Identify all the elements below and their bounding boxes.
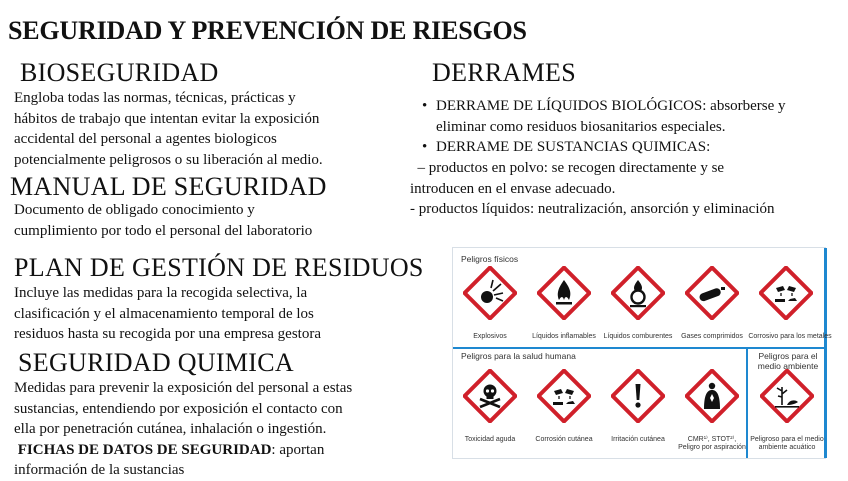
caption-corrosion-cutanea: Corrosión cutánea [535,436,593,443]
manual-heading: MANUAL DE SEGURIDAD [10,172,327,201]
list-item [422,96,832,137]
exclamation-icon [611,369,665,423]
caption-liquidos-comburentes: Líquidos comburentes [603,333,673,340]
text-line: accidental del personal a agentes biologicos [14,131,277,147]
gas-cylinder-icon [685,266,739,320]
health-hazards-label: Peligros para la salud humana [461,351,576,361]
explosive-icon [463,266,517,320]
text-line: residuos hasta su recogida por una empresa gestora [14,326,321,342]
text-line: • DERRAME DE SUSTANCIAS QUIMICAS: [436,139,711,155]
caption-line: CMR¹⁾, STOT²⁾, [687,436,737,443]
label-line: medio ambiente [757,361,819,371]
derrames-extra [410,158,830,220]
text-line: - productos líquidos: neutralización, ansorción y eliminación [410,201,775,217]
skull-crossbones-icon [463,369,517,423]
caption-line: ambiente acuático [758,444,816,451]
caption-cmr-stot [674,436,750,452]
text-line: Documento de obligado conocimiento y [14,202,255,218]
text-line: hábitos de trabajo que intentan evitar la exposición [14,110,320,127]
physical-hazards-label: Peligros físicos [461,254,519,264]
caption-irritacion-cutanea: Irritación cutánea [611,436,665,443]
list-item [422,137,832,158]
text-line: – productos en polvo: se recogen directamente y se [410,160,725,176]
manual-text [14,200,414,241]
caption-gases-comprimidos: Gases comprimidos [681,333,743,340]
text-line: Medidas para prevenir la exposición del personal a estas [14,380,353,396]
caption-toxicidad-aguda: Toxicidad aguda [464,436,516,443]
bioseguridad-heading: BIOSEGURIDAD [20,58,219,87]
label-line: Peligros para el [758,351,818,361]
environment-hazards-label [753,351,823,371]
flame-over-circle-icon [611,266,665,320]
text-line: clasificación y el almacenamiento temporal de los [14,305,314,322]
caption-medio-ambiente [749,436,825,452]
text-line: eliminar como residuos biosanitarios especiales. [436,118,726,135]
caption-corrosivo-metales: Corrosivo para los metales [748,333,832,340]
section-divider [453,347,825,349]
fichas-line [14,440,424,461]
fichas-bold: FICHAS DE DATOS DE SEGURIDAD [17,441,272,458]
plan-text [14,283,414,345]
corrosion-icon [537,369,591,423]
caption-liquidos-inflamables: Líquidos inflamables [532,333,596,340]
text-line: ella por penetración cutánea, inhalación o ingestión. [14,421,327,437]
text-line: Incluye las medidas para la recogida selectiva, la [14,285,308,301]
text-line: • DERRAME DE LÍQUIDOS BIOLÓGICOS: absorberse y [436,98,786,114]
text-line: Engloba todas las normas, técnicas, prácticas y [14,90,296,106]
page-title: SEGURIDAD Y PREVENCIÓN DE RIESGOS [8,16,527,45]
text-line: sustancias, entendiendo por exposición el contacto con [14,400,343,417]
text-line: cumplimiento por todo el personal del laboratorio [14,222,313,239]
bioseguridad-text [14,88,414,170]
corrosion-icon [759,266,813,320]
plan-heading: PLAN DE GESTIÓN DE RESIDUOS [14,253,424,282]
health-hazard-icon [685,369,739,423]
text-line: potencialmente peligrosos o su liberación al medio. [14,151,323,168]
derrames-heading: DERRAMES [432,58,576,87]
caption-explosivos: Explosivos [473,333,507,340]
ghs-pictogram-panel [452,247,832,459]
caption-line: Peligro por aspiración [678,444,746,451]
quimica-heading: SEGURIDAD QUIMICA [18,348,294,377]
text-line: introducen en el envase adecuado. [410,180,616,197]
text-line: información de la sustancias [14,462,185,478]
quimica-text [14,378,424,481]
panel-accent-bar [824,248,827,458]
derrames-list [422,96,832,158]
flame-icon [537,266,591,320]
fichas-rest: : aportan [271,441,325,458]
caption-line: Peligroso para el medio [750,436,824,443]
environment-icon [760,369,814,423]
